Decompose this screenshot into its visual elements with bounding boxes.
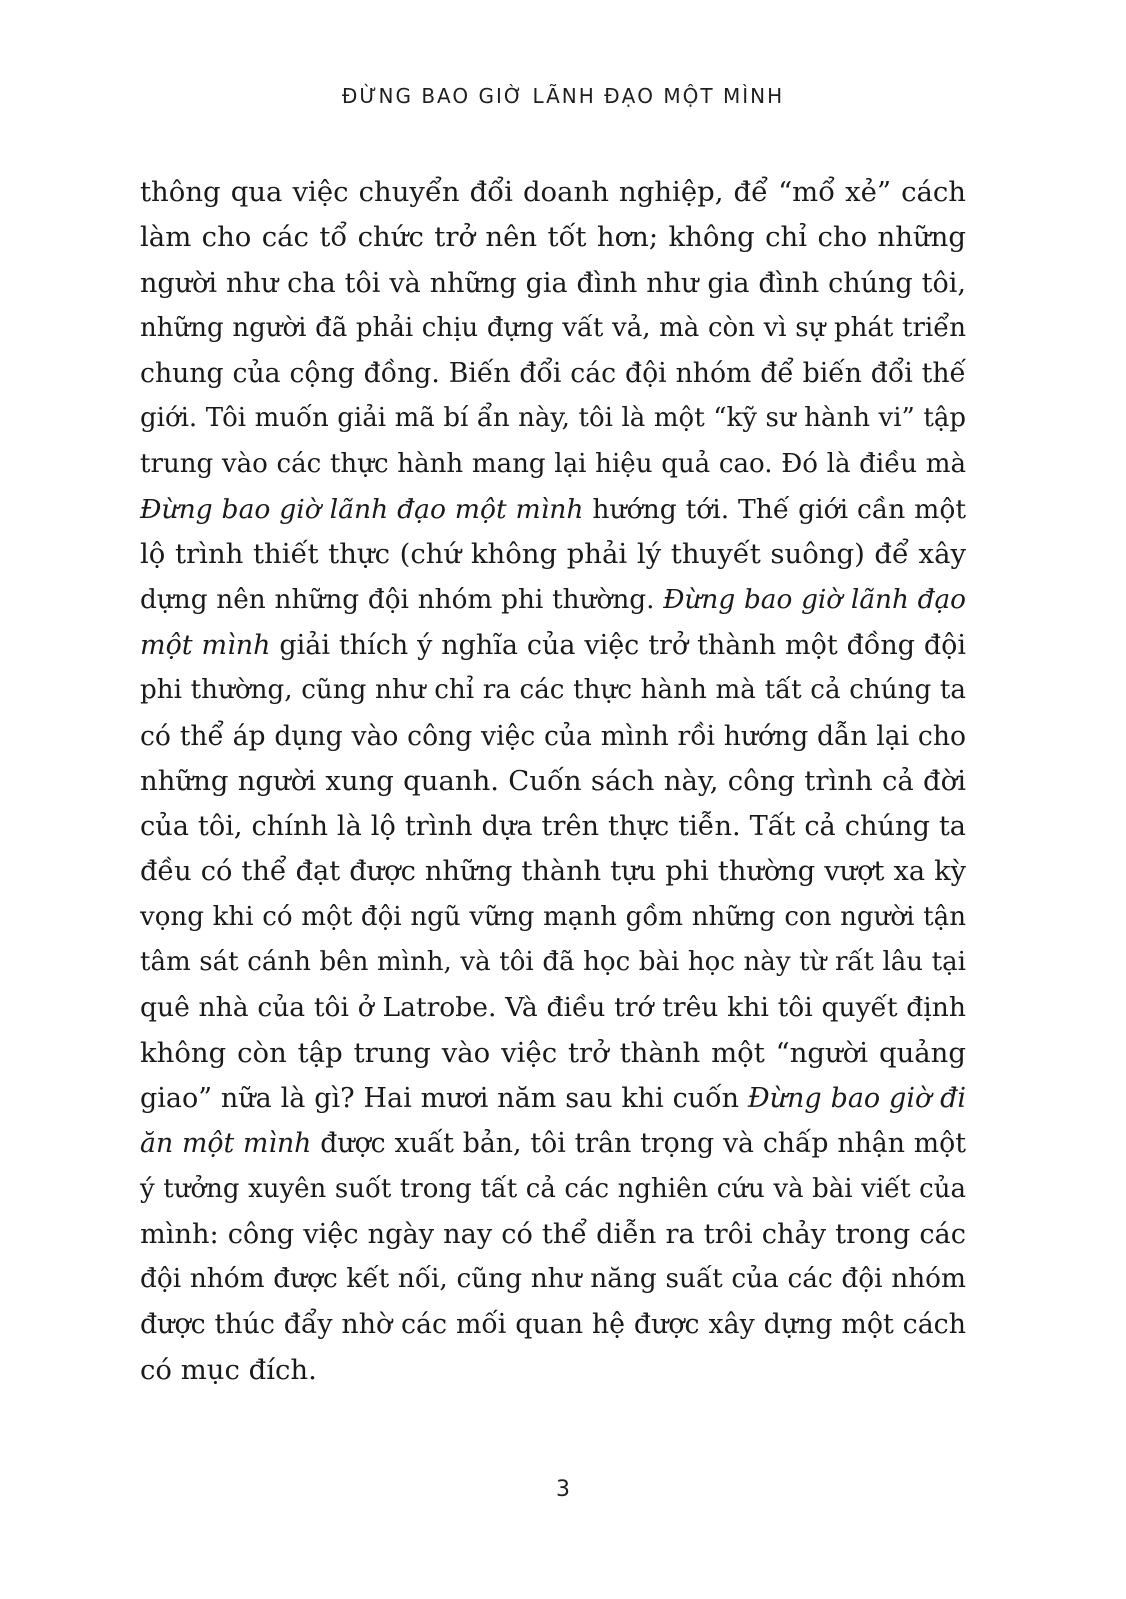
- text-segment: mình: công việc ngày nay có thể diễn ra trôi chảy trong các: [140, 1218, 966, 1250]
- italic-book-title: Đừng bao giờ lãnh đạo một mình: [140, 494, 584, 526]
- text-line: [140, 849, 966, 894]
- text-segment: giải thích ý nghĩa của việc trở thành một đồng đội: [270, 629, 966, 661]
- text-line: [140, 261, 966, 306]
- text-segment: dựng nên những đội nhóm phi thường.: [140, 584, 664, 615]
- text-segment: giao” nữa là gì? Hai mươi năm sau khi cuốn: [140, 1082, 748, 1114]
- text-line: [140, 351, 966, 396]
- italic-book-title: một mình: [140, 629, 271, 661]
- text-segment: hướng tới. Thế giới cần một: [583, 494, 967, 526]
- text-segment: không còn tập trung vào việc trở thành một “người quảng: [140, 1036, 966, 1069]
- text-line: [140, 487, 966, 532]
- text-line: [140, 170, 966, 215]
- text-line: [140, 759, 966, 804]
- text-segment: được thúc đẩy nhờ các mối quan hệ được xây dựng một cách: [140, 1309, 966, 1341]
- text-line: [140, 940, 966, 985]
- text-segment: đội nhóm được kết nối, cũng như năng suất của các đội nhóm: [140, 1264, 966, 1295]
- text-line: [140, 532, 966, 577]
- text-line: [140, 1031, 966, 1076]
- text-line: [140, 578, 966, 623]
- text-segment: quê nhà của tôi ở Latrobe. Và điều trớ trêu khi tôi quyết định: [140, 992, 966, 1024]
- text-segment: của tôi, chính là lộ trình dựa trên thực tiễn. Tất cả chúng ta: [140, 811, 966, 843]
- text-segment: trung vào các thực hành mang lại hiệu quả cao. Đó là điều mà: [140, 448, 966, 479]
- text-line: [140, 985, 966, 1030]
- text-line: [140, 442, 966, 487]
- text-line: [140, 668, 966, 713]
- text-line: [140, 895, 966, 940]
- italic-book-title: Đừng bao giờ đi: [747, 1082, 966, 1114]
- text-line: [140, 1121, 966, 1166]
- text-line: [140, 1348, 966, 1393]
- text-line: [140, 306, 966, 351]
- text-segment: vọng khi có một đội ngũ vững mạnh gồm những con người tận: [140, 901, 966, 932]
- page-number: 3: [556, 1477, 570, 1502]
- italic-book-title: ăn một mình: [140, 1128, 312, 1160]
- body-paragraph: [140, 170, 966, 1393]
- text-segment: tâm sát cánh bên mình, và tôi đã học bài học này từ rất lâu tại: [140, 947, 966, 978]
- text-line: [140, 1302, 966, 1347]
- text-line: [140, 623, 966, 668]
- text-line: [140, 1212, 966, 1257]
- italic-book-title: Đừng bao giờ lãnh đạo: [663, 584, 966, 615]
- text-segment: lộ trình thiết thực (chứ không phải lý thuyết suông) để xây: [140, 538, 966, 571]
- text-line: [140, 1076, 966, 1121]
- text-segment: đều có thể đạt được những thành tựu phi thường vượt xa kỳ: [140, 856, 966, 888]
- text-line: [140, 804, 966, 849]
- text-segment: phi thường, cũng như chỉ ra các thực hành mà tất cả chúng ta: [140, 675, 966, 706]
- text-line: [140, 1257, 966, 1302]
- text-line: [140, 1167, 966, 1212]
- text-line: [140, 396, 966, 441]
- text-segment: thông qua việc chuyển đổi doanh nghiệp, để “mổ xẻ” cách: [140, 176, 966, 208]
- text-segment: được xuất bản, tôi trân trọng và chấp nhận một: [311, 1128, 966, 1160]
- text-segment: ý tưởng xuyên suốt trong tất cả các nghiên cứu và bài viết của: [140, 1173, 966, 1204]
- text-segment: người như cha tôi và những gia đình như gia đình chúng tôi,: [140, 267, 966, 299]
- running-header: ĐỪNG BAO GIỜ LÃNH ĐẠO MỘT MÌNH: [341, 84, 785, 108]
- text-segment: giới. Tôi muốn giải mã bí ẩn này, tôi là một “kỹ sư hành vi” tập: [140, 403, 966, 434]
- text-segment: có thể áp dụng vào công việc của mình rồi hướng dẫn lại cho: [140, 720, 966, 752]
- text-segment: làm cho các tổ chức trở nên tốt hơn; không chỉ cho những: [140, 221, 966, 254]
- text-line: [140, 215, 966, 260]
- text-segment: những người đã phải chịu đựng vất vả, mà còn vì sự phát triển: [140, 312, 966, 343]
- text-line: [140, 714, 966, 759]
- text-segment: những người xung quanh. Cuốn sách này, công trình cả đời: [140, 764, 966, 797]
- text-segment: chung của cộng đồng. Biến đổi các đội nhóm để biến đổi thế: [140, 358, 966, 390]
- text-segment: có mục đích.: [140, 1353, 317, 1386]
